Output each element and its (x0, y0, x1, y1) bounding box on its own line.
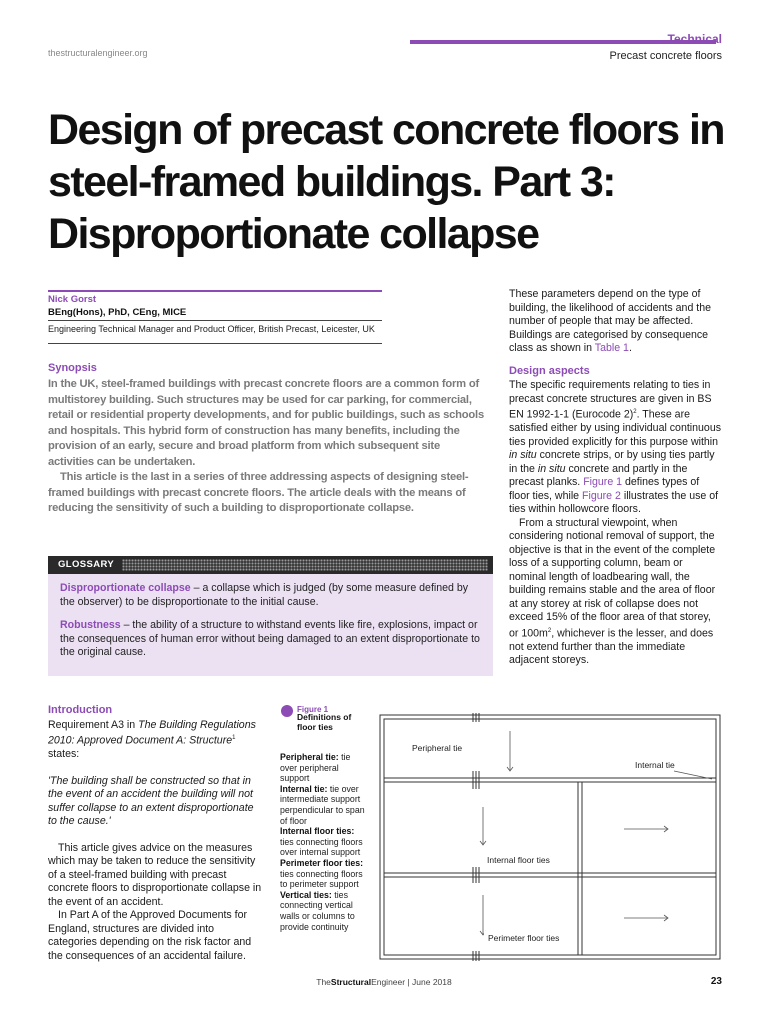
page-number: 23 (710, 976, 722, 987)
definition-item: Internal tie: tie over intermediate support perpendicular to span of floor (280, 783, 365, 826)
internal-tie-label: Internal tie (635, 760, 675, 770)
table-1-link[interactable]: Table 1 (594, 342, 629, 354)
synopsis-heading: Synopsis (48, 362, 97, 374)
floor-ties-diagram (378, 713, 722, 961)
tie-arrows (480, 731, 712, 935)
paragraph: This article gives advice on the measures which may be taken to reduce the sensitivity of a steel-framed building with precast concrete floors to disproportionate collapse in the event of an accident. (48, 841, 262, 908)
glossary-definition: – the ability of a structure to withstand events like fire, explosions, impact or the consequences of human error without being damaged to an extent disproportionate to the original cause. (60, 619, 480, 658)
author-rule (48, 290, 382, 292)
paragraph: In Part A of the Approved Documents for England, structures are divided into categories depending on the risk factor and the consequences of an accidental failure. (48, 909, 252, 962)
peripheral-tie-label: Peripheral tie (412, 743, 463, 753)
perimeter-floor-ties-label: Perimeter floor ties (488, 933, 560, 943)
glossary-definition: – a collapse which is judged (by some measure defined by the observer) to be disproportionate to the initial cause. (60, 582, 469, 608)
footer-brand: TheStructuralEngineer | June 2018 (316, 977, 452, 987)
glossary-term: Disproportionate collapse (60, 582, 191, 594)
author-name: Nick Gorst (48, 294, 97, 305)
figure-icon (281, 705, 293, 717)
quote: 'The building shall be constructed so that in the event of an accident the building will not suffer collapse to an extent disproportionate to the cause.' (48, 774, 254, 828)
figure-2-link[interactable]: Figure 2 (582, 489, 621, 502)
glossary-box (48, 574, 493, 676)
figure-number: Figure 1 (297, 705, 329, 714)
definition-item: Vertical ties: ties connecting vertical walls or columns to provide continuity (280, 889, 355, 932)
paragraph: The specific requirements relating to ties in precast concrete structures are given in BS EN 1992-1-1 (Eurocode 2)$^2$. These are satisfied either by using individual continuous ties provided explicitly for this purpose within in situ concrete strips, or by using ties partly in the in situ concrete and partly in the precast planks. Figure 1 defines types of floor ties, while Figure 2 illustrates the use of ties within hollowcore floors. (509, 379, 722, 516)
paragraph: Requirement A3 in The Building Regulations 2010: Approved Document A: Structure$^1$ states: (48, 718, 256, 761)
paragraph: These parameters depend on the type of building, the likelihood of accidents and the number of people that may be affected. Buildings are categorised by consequence class as shown in Table 1. (509, 288, 712, 354)
glossary-dot-pattern (122, 559, 488, 571)
figure-title: Definitions of floor ties (297, 712, 352, 732)
author-position: Engineering Technical Manager and Product Officer, British Precast, Leicester, UK (48, 324, 375, 334)
synopsis-text (48, 377, 488, 517)
definition-item: Perimeter floor ties: ties connecting floors to perimeter support (280, 857, 364, 890)
section-subtitle: Precast concrete floors (609, 50, 722, 62)
figure-definitions (280, 752, 366, 932)
definition-item: Internal floor ties: ties connecting floors over internal support (280, 826, 363, 858)
site-url[interactable]: thestructuralengineer.org (48, 48, 148, 58)
glossary-term: Robustness (60, 619, 121, 631)
author-divider-bottom (48, 343, 382, 344)
synopsis-paragraph-1: In the UK, steel-framed buildings with precast concrete floors are a common form of multistorey building. Such structures may be used for car parking, for commercial, retail or residential property developments, and for public buildings, such as schools and hospitals. This hybrid form of construction has many benefits, including the provision of an early, secure and broad platform from which subsequent site activities can be undertaken. (48, 378, 484, 468)
internal-floor-ties-label: Internal floor ties (487, 855, 550, 865)
figure-1-link[interactable]: Figure 1 (583, 476, 623, 489)
synopsis-paragraph-2: This article is the last in a series of three addressing aspects of designing steel-framed buildings with precast concrete floors. The article deals with the means of reducing the sensitivity of such a building to disproportionate collapse. (48, 471, 469, 514)
glossary-item (60, 619, 483, 660)
author-qualifications: BEng(Hons), PhD, CEng, MICE (48, 307, 187, 318)
section-label: Technical (667, 32, 722, 46)
paragraph: From a structural viewpoint, when considering notional removal of support, the objective is that in the event of the complete loss of a supporting column, beam or nominal length of loadbearing wall, the building remains stable and the area of floor at any storey at risk of collapse does not exceed 15% of the floor area of that storey, or $100m^2$, whichever is the lesser, and does not extend further than the immediate adjacent storeys. (509, 516, 716, 667)
article-title: Design of precast concrete floors in steel-framed buildings. Part 3: Disproportionate collapse (48, 106, 724, 258)
right-column (509, 288, 721, 668)
definition-item: Peripheral tie: tie over peripheral support (280, 752, 351, 784)
introduction-heading: Introduction (48, 704, 113, 716)
introduction-section (48, 704, 262, 963)
author-divider (48, 320, 382, 321)
glossary-item (60, 582, 483, 609)
design-aspects-heading: Design aspects (509, 364, 590, 377)
glossary-title: GLOSSARY (58, 559, 115, 570)
